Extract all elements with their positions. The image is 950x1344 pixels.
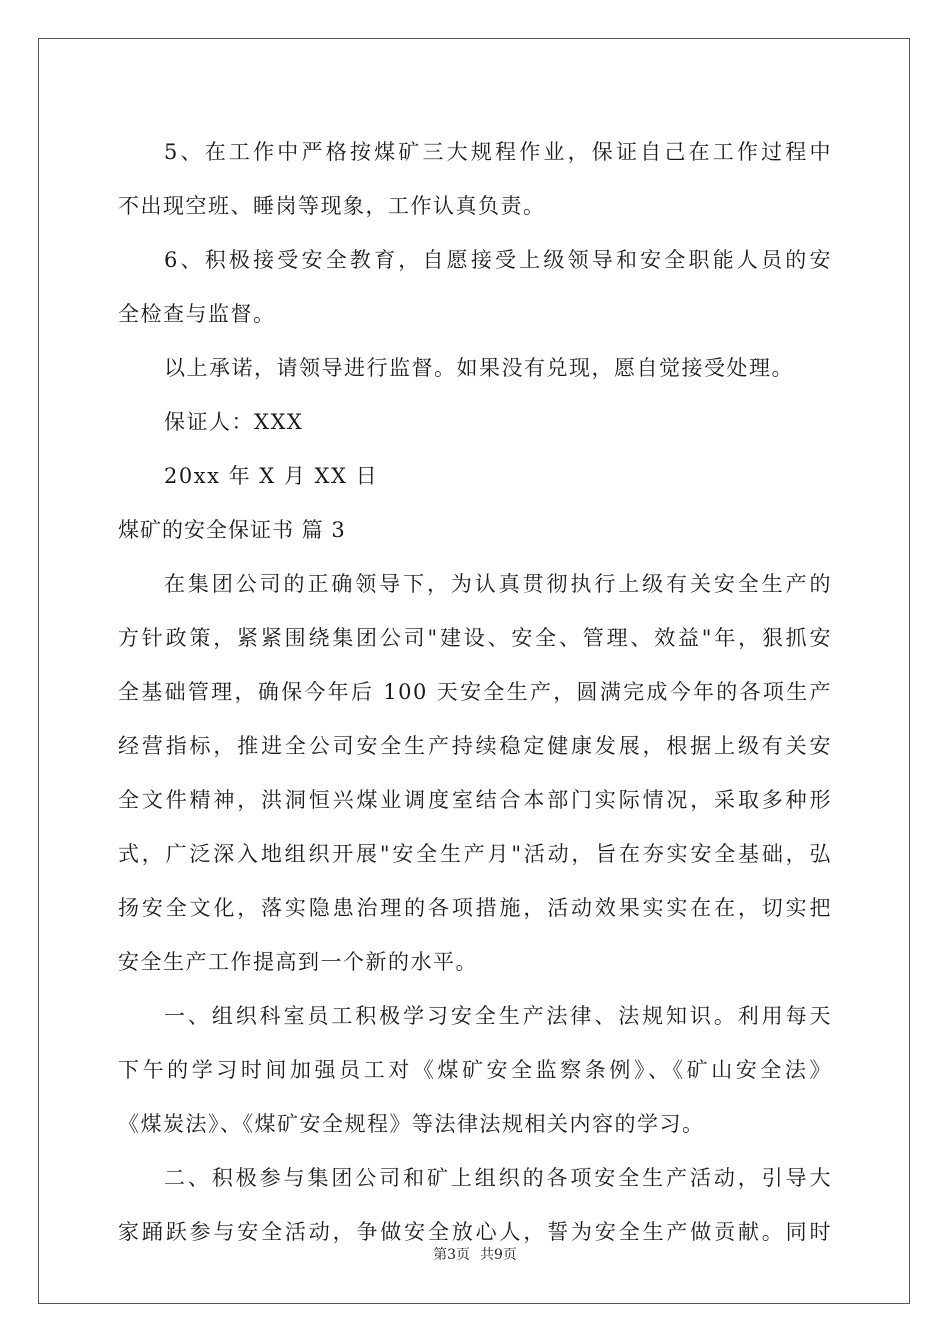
paragraph-line: 安全生产工作提高到一个新的水平。 xyxy=(118,950,478,974)
paragraph-line: 《煤炭法》、《煤矿安全规程》等法律法规相关内容的学习。 xyxy=(118,1112,705,1136)
paragraph-line: 方针政策，紧紧围绕集团公司"建设、安全、管理、效益"年，狠抓安 xyxy=(118,626,832,650)
paragraph-line: 5、在工作中严格按煤矿三大规程作业，保证自己在工作过程中 xyxy=(164,140,832,164)
paragraph-line: 以上承诺，请领导进行监督。如果没有兑现，愿自觉接受处理。 xyxy=(164,356,794,380)
page-number-current: 第3页 xyxy=(433,1247,470,1263)
date-line: 20xx 年 X 月 XX 日 xyxy=(164,464,379,488)
paragraph-line: 二、积极参与集团公司和矿上组织的各项安全生产活动，引导大 xyxy=(164,1166,832,1190)
guarantor-line: 保证人：XXX xyxy=(164,410,304,434)
paragraph-line: 下午的学习时间加强员工对《煤矿安全监察条例》、《矿山安全法》 xyxy=(118,1058,832,1082)
paragraph-line: 6、积极接受安全教育，自愿接受上级领导和安全职能人员的安 xyxy=(164,248,832,272)
paragraph-line: 不出现空班、睡岗等现象，工作认真负责。 xyxy=(118,194,546,218)
paragraph-line: 一、组织科室员工积极学习安全生产法律、法规知识。利用每天 xyxy=(164,1004,832,1028)
page-footer xyxy=(0,1244,950,1264)
paragraph-line: 扬安全文化，落实隐患治理的各项措施，活动效果实实在在，切实把 xyxy=(118,896,832,920)
document-body xyxy=(118,125,832,1259)
paragraph-line: 式，广泛深入地组织开展"安全生产月"活动，旨在夯实安全基础，弘 xyxy=(118,842,832,866)
paragraph-line: 全文件精神，洪洞恒兴煤业调度室结合本部门实际情况，采取多种形 xyxy=(118,788,832,812)
paragraph-line: 经营指标，推进全公司安全生产持续稳定健康发展，根据上级有关安 xyxy=(118,734,832,758)
paragraph-line: 全基础管理，确保今年后 100 天安全生产，圆满完成今年的各项生产 xyxy=(118,680,832,704)
page-number-total: 共9页 xyxy=(480,1247,517,1263)
section-heading: 煤矿的安全保证书 篇 3 xyxy=(118,518,346,542)
paragraph-line: 全检查与监督。 xyxy=(118,302,276,326)
paragraph-line: 家踊跃参与安全活动，争做安全放心人，誓为安全生产做贡献。同时 xyxy=(118,1220,832,1244)
paragraph-line: 在集团公司的正确领导下，为认真贯彻执行上级有关安全生产的 xyxy=(164,572,832,596)
